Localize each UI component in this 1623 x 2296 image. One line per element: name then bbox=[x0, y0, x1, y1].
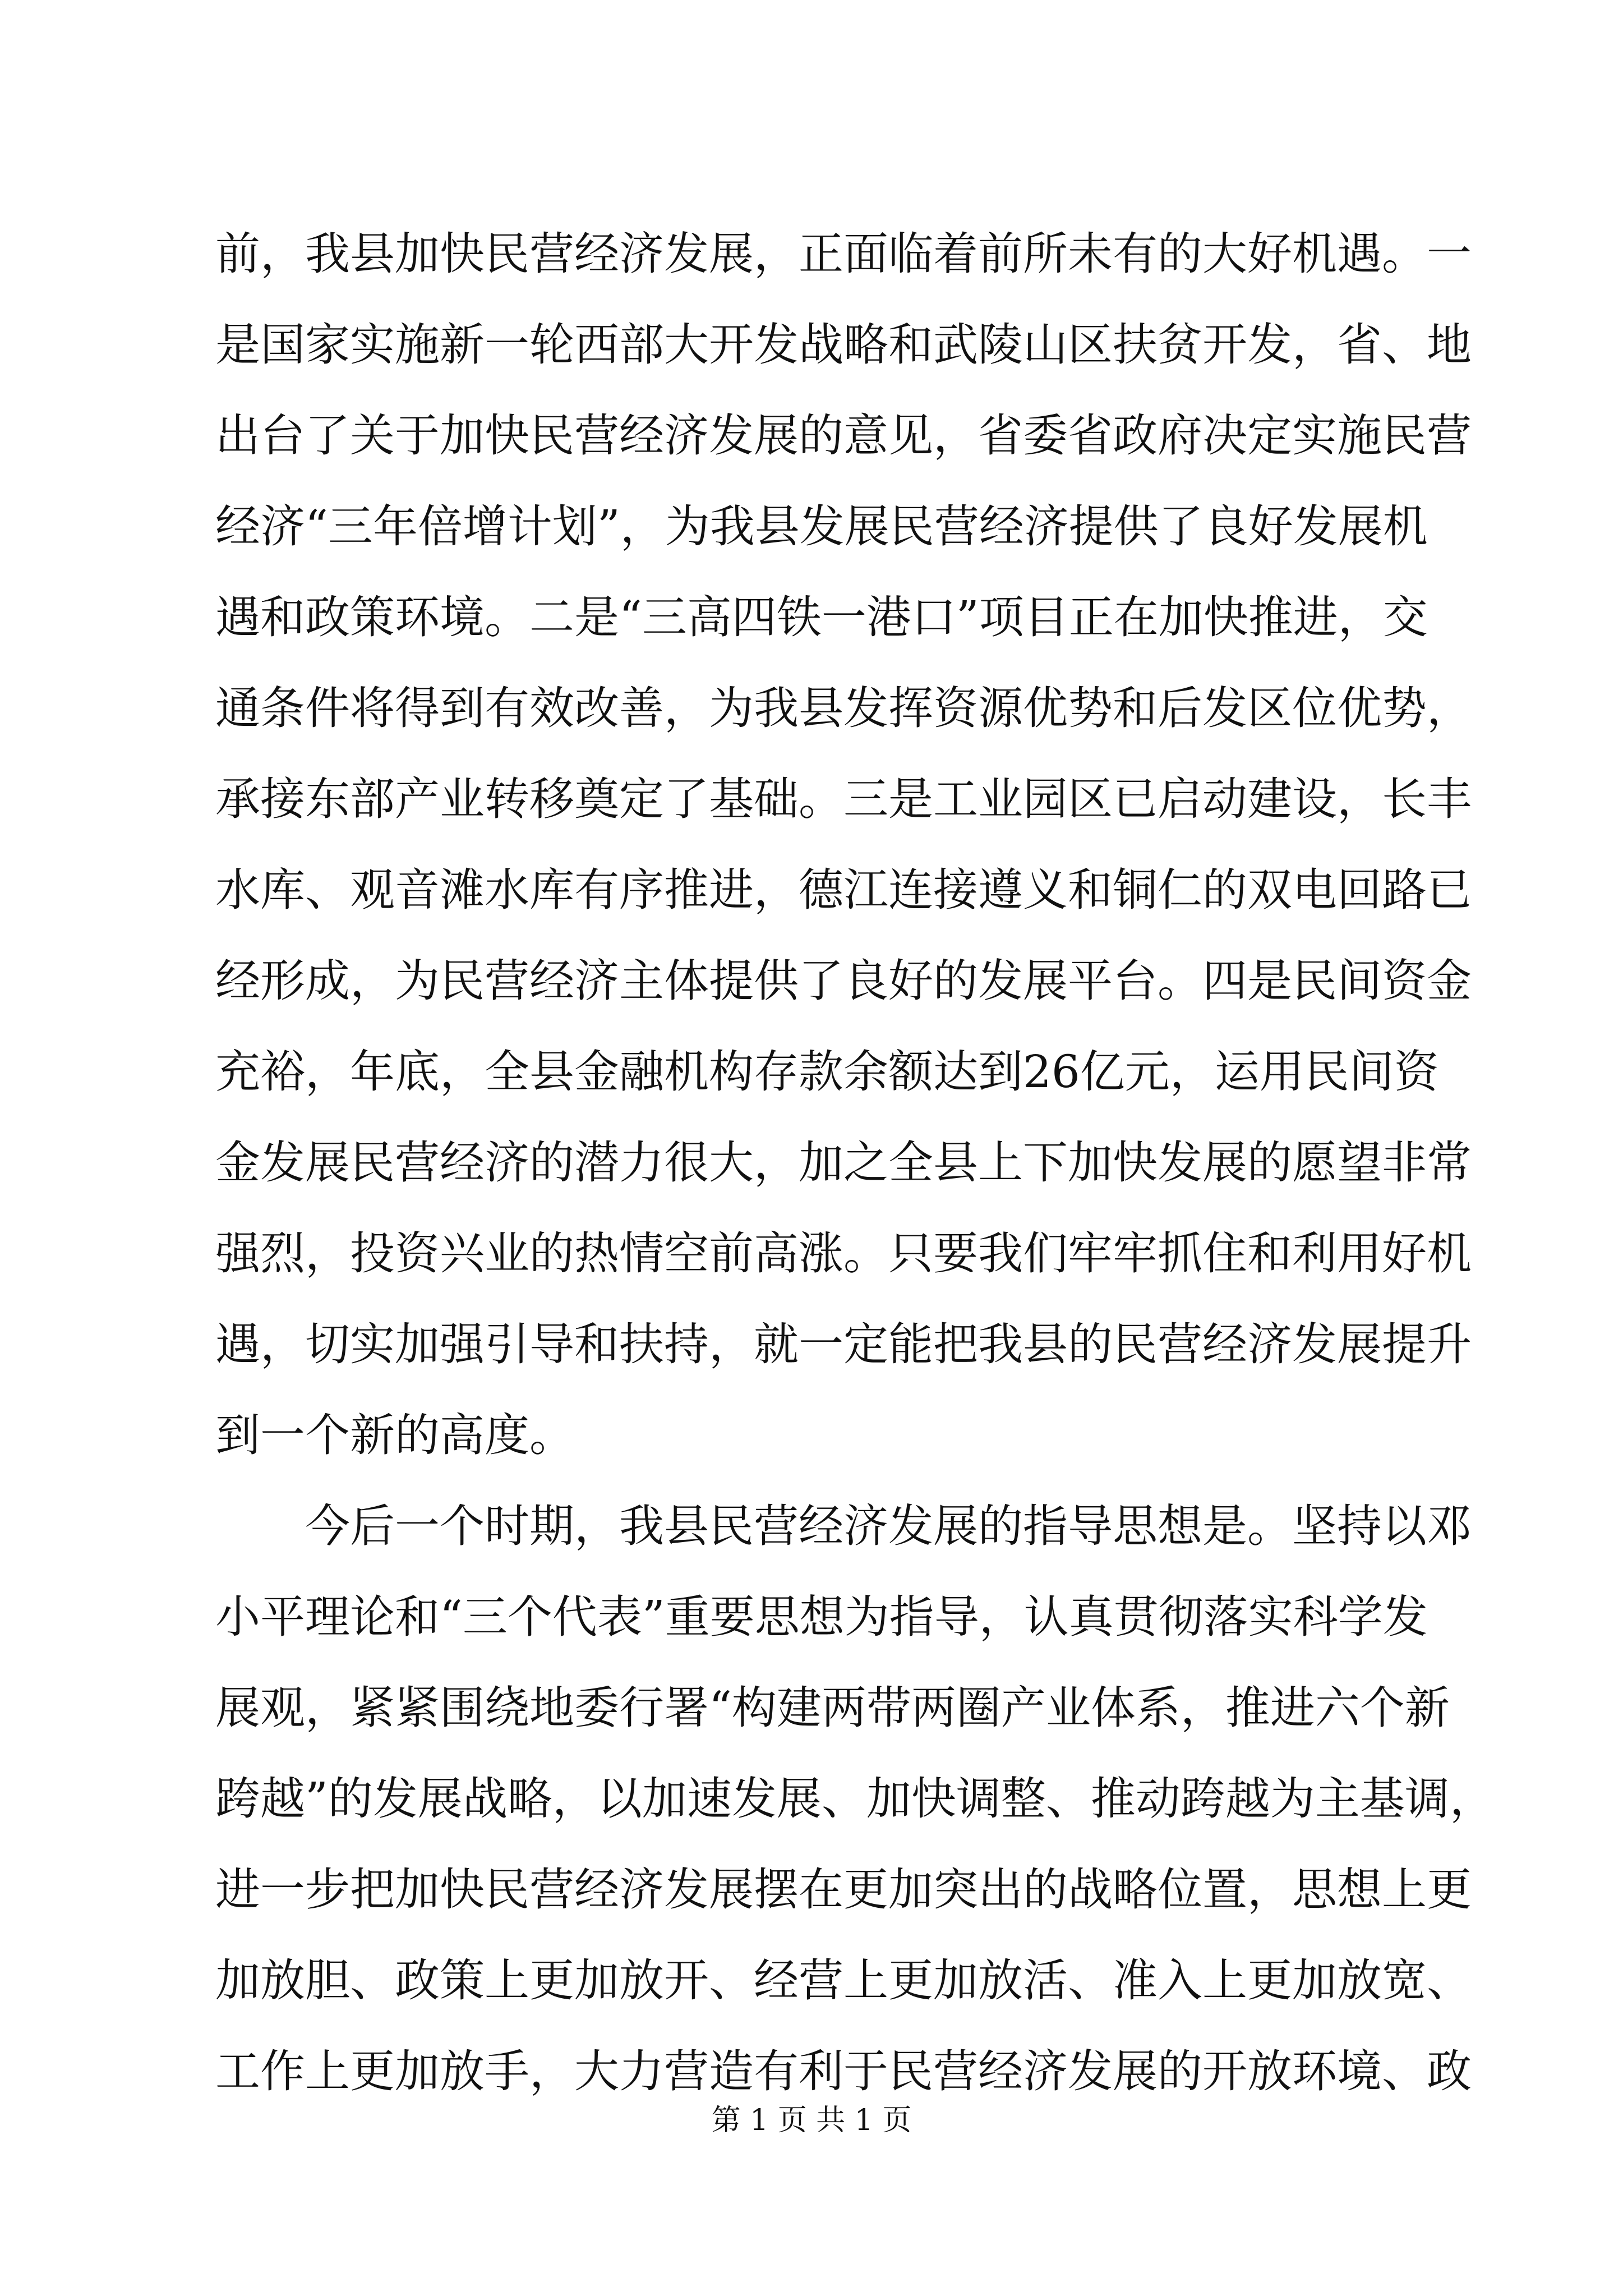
text-line: 是国家实施新一轮西部大开发战略和武陵山区扶贫开发，省、地 bbox=[215, 319, 1472, 371]
text-line: 展观，紧紧围绕地委行署“构建两带两圈产业体系，推进六个新 bbox=[215, 1682, 1450, 1734]
text-line: 强烈，投资兴业的热情空前高涨。只要我们牢牢抓住和利用好机 bbox=[215, 1227, 1472, 1280]
text-line-paragraph-end: 到一个新的高度。 bbox=[215, 1409, 574, 1461]
text-line: 遇和政策环境。二是“三高四铁一港口”项目正在加快推进，交 bbox=[215, 591, 1428, 643]
text-line-paragraph-start: 今后一个时期，我县民营经济发展的指导思想是。坚持以邓 bbox=[305, 1500, 1472, 1552]
text-line: 加放胆、政策上更加放开、经营上更加放活、准入上更加放宽、 bbox=[215, 1954, 1472, 2007]
text-line: 充裕，年底，全县金融机构存款余额达到26亿元，运用民间资 bbox=[215, 1046, 1439, 1098]
page-number-footer: 第 1 页 共 1 页 bbox=[711, 2104, 912, 2137]
text-line: 进一步把加快民营经济发展摆在更加突出的战略位置，思想上更 bbox=[215, 1864, 1472, 1916]
text-line: 前，我县加快民营经济发展，正面临着前所未有的大好机遇。一 bbox=[215, 228, 1472, 280]
text-line: 出台了关于加快民营经济发展的意见，省委省政府决定实施民营 bbox=[215, 409, 1472, 462]
text-line: 经形成，为民营经济主体提供了良好的发展平台。四是民间资金 bbox=[215, 955, 1472, 1007]
text-line: 金发展民营经济的潜力很大，加之全县上下加快发展的愿望非常 bbox=[215, 1137, 1472, 1189]
text-line: 遇，切实加强引导和扶持，就一定能把我县的民营经济发展提升 bbox=[215, 1318, 1472, 1370]
document-body bbox=[215, 209, 1495, 2117]
text-line: 通条件将得到有效改善，为我县发挥资源优势和后发区位优势， bbox=[215, 682, 1472, 734]
text-line: 水库、观音滩水库有序推进，德江连接遵义和铜仁的双电回路已 bbox=[215, 864, 1472, 916]
text-line: 承接东部产业转移奠定了基础。三是工业园区已启动建设，长丰 bbox=[215, 773, 1472, 825]
text-line: 经济“三年倍增计划”，为我县发展民营经济提供了良好发展机 bbox=[215, 500, 1428, 553]
text-line: 工作上更加放手，大力营造有利于民营经济发展的开放环境、政 bbox=[215, 2045, 1472, 2097]
text-line: 跨越”的发展战略，以加速发展、加快调整、推动跨越为主基调， bbox=[215, 1773, 1495, 1825]
text-line: 小平理论和“三个代表”重要思想为指导，认真贯彻落实科学发 bbox=[215, 1591, 1428, 1643]
